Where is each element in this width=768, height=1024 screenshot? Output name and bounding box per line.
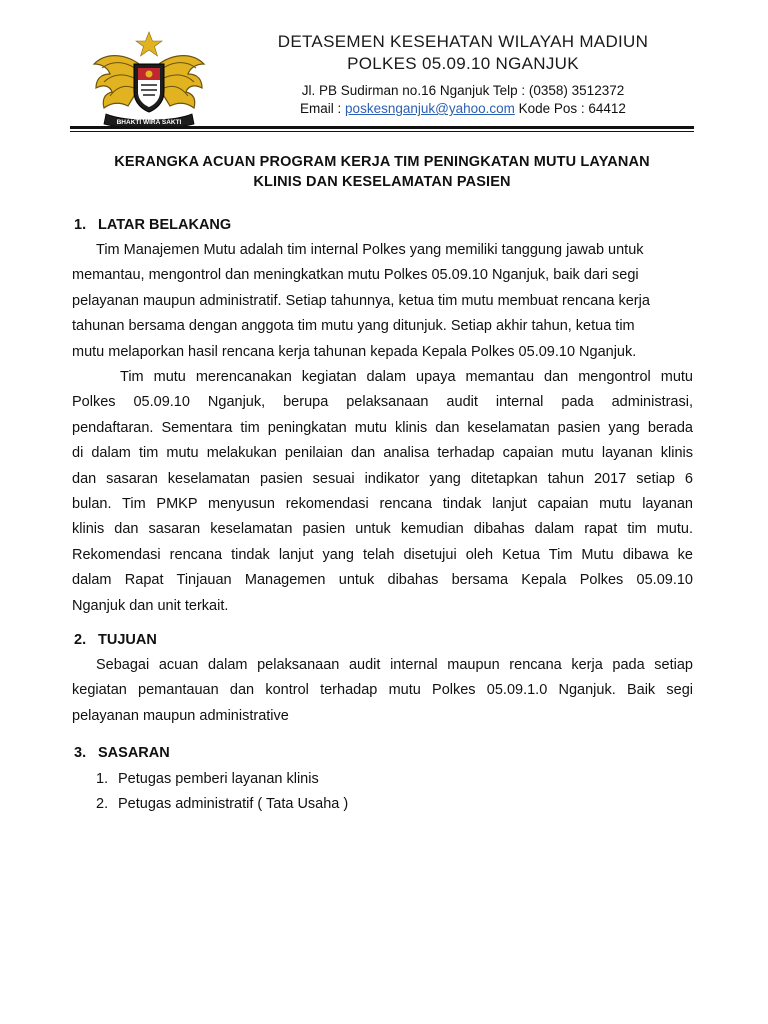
paragraph-line: Polkes 05.09.10 Nganjuk, berupa pelaksanaan audit internal pada administrasi,	[72, 394, 693, 411]
email-link[interactable]: poskesnganjuk@yahoo.com	[345, 101, 515, 116]
email-label: Email :	[300, 101, 346, 116]
section-1-paragraph-1	[72, 238, 693, 365]
paragraph-line: Tim Manajemen Mutu adalah tim internal Polkes yang memiliki tanggung jawab untuk	[96, 242, 644, 258]
letterhead-contact	[268, 100, 658, 118]
section-number: 3.	[74, 745, 87, 761]
letterhead-unit: POLKES 05.09.10 NGANJUK	[347, 54, 579, 73]
section-2-paragraph	[72, 653, 693, 729]
list-item-text: Petugas administratif ( Tata Usaha )	[118, 796, 349, 812]
section-title: LATAR BELAKANG	[98, 217, 232, 233]
section-title: SASARAN	[98, 745, 170, 761]
section-2-heading	[74, 632, 157, 648]
section-number: 2.	[74, 632, 87, 648]
letterhead	[268, 32, 658, 118]
paragraph-line: pelayanan maupun administratif. Setiap tahunnya, ketua tim mutu membuat rencana kerja	[72, 292, 650, 309]
paragraph-line: kegiatan pemantauan dan kontrol terhadap mutu Polkes 05.09.1.0 Nganjuk. Baik segi	[72, 682, 693, 699]
paragraph-line: memantau, mengontrol dan meningkatkan mutu Polkes 05.09.10 Nganjuk, baik dari segi	[72, 267, 639, 284]
logo-motto: BHAKTI WIRA SAKTI	[116, 119, 182, 126]
paragraph-line: mutu melaporkan hasil rencana kerja tahunan kepada Kepala Polkes 05.09.10 Nganjuk.	[72, 343, 637, 360]
list-item-text: Petugas pemberi layanan klinis	[118, 771, 319, 787]
paragraph-line: dalam Rapat Tinjauan Managemen untuk dibahas bersama Kepala Polkes 05.09.10	[72, 572, 693, 589]
section-3-heading	[74, 745, 170, 761]
paragraph-line: Sebagai acuan dalam pelaksanaan audit internal maupun rencana kerja pada setiap	[96, 657, 693, 673]
paragraph-line: pelayanan maupun administrative	[72, 707, 289, 724]
section-1-paragraph-2	[72, 365, 693, 619]
paragraph-line: di dalam tim mutu melakukan penilaian dan analisa terhadap capaian mutu layanan klinis	[72, 445, 693, 462]
title-line-1: KERANGKA ACUAN PROGRAM KERJA TIM PENINGKATAN MUTU LAYANAN	[114, 154, 650, 170]
paragraph-line: tahunan bersama dengan anggota tim mutu yang ditunjuk. Setiap akhir tahun, ketua tim	[72, 318, 635, 335]
title-line-2: KLINIS DAN KESELAMATAN PASIEN	[253, 174, 511, 190]
letterhead-rule-thick	[70, 126, 694, 129]
list-item	[96, 767, 348, 792]
letterhead-address: Jl. PB Sudirman no.16 Nganjuk Telp : (0358) 3512372	[301, 83, 625, 98]
paragraph-line: bulan. Tim PMKP menyusun rekomendasi rencana tindak lanjut capaian mutu layanan	[72, 496, 693, 513]
paragraph-line: klinis dan sasaran keselamatan pasien untuk kemudian dibahas dalam rapat tim mutu.	[72, 521, 693, 538]
document-title	[70, 152, 694, 192]
paragraph-line: Nganjuk dan unit terkait.	[72, 597, 229, 614]
emblem-logo	[88, 30, 210, 132]
list-item	[96, 792, 348, 817]
section-number: 1.	[74, 217, 87, 233]
postcode: Kode Pos : 64412	[514, 101, 626, 116]
list-item-number: 2.	[96, 796, 109, 812]
paragraph-line: Tim mutu merencanakan kegiatan dalam upaya memantau dan mengontrol mutu	[120, 369, 693, 385]
paragraph-line: pendaftaran. Sementara tim peningkatan mutu klinis dan keselamatan pasien yang berada	[72, 419, 693, 436]
section-1-heading	[74, 217, 231, 233]
paragraph-line: Rekomendasi rencana tindak lanjut yang telah disetujui oleh Ketua Tim Mutu dibawa ke	[72, 546, 693, 563]
letterhead-rule-thin	[70, 131, 694, 132]
paragraph-line: dan sasaran keselamatan pasien sesuai indikator yang ditetapkan tahun 2017 setiap 6	[72, 470, 693, 487]
list-item-number: 1.	[96, 771, 109, 787]
section-title: TUJUAN	[98, 632, 157, 648]
sasaran-list	[96, 767, 348, 817]
letterhead-institution: DETASEMEN KESEHATAN WILAYAH MADIUN	[277, 32, 649, 51]
